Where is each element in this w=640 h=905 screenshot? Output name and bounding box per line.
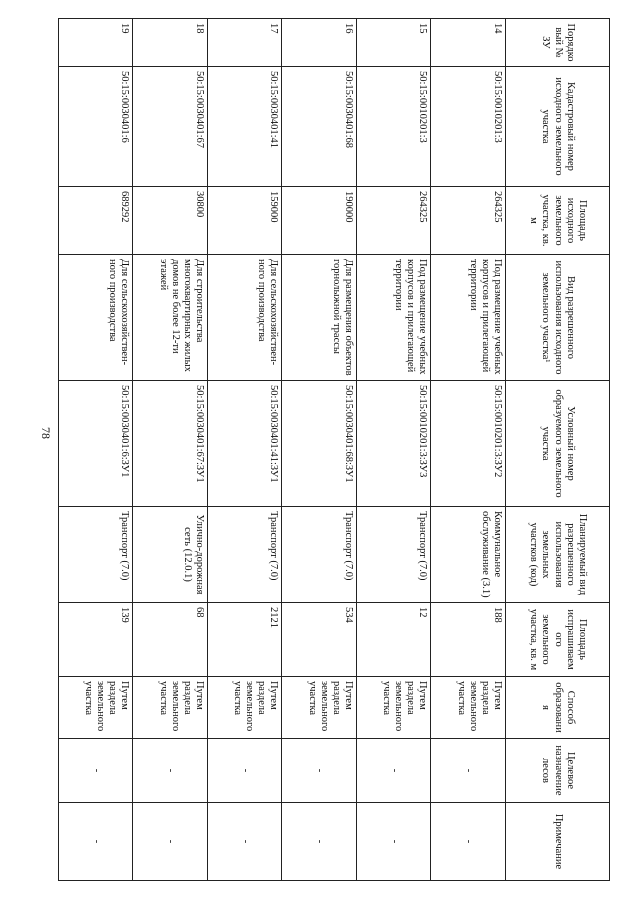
planned-use-cell: Транспорт (7.0) (208, 507, 283, 603)
formation-method-cell: Путем раздела земельного участка (357, 677, 432, 739)
planned-use-cell: Транспорт (7.0) (357, 507, 432, 603)
note-cell: - (357, 803, 432, 881)
note-cell: - (208, 803, 283, 881)
header-cell: Примечание (506, 803, 610, 881)
note-cell: - (59, 803, 134, 881)
source-area-cell: 264325 (431, 187, 506, 255)
cadastral-number-cell: 50:15:0030401:67 (133, 67, 208, 187)
forest-purpose-cell: - (357, 739, 432, 803)
cadastral-number-cell: 50:15:0030401:41 (208, 67, 283, 187)
formation-method-cell: Путем раздела земельного участка (282, 677, 357, 739)
forest-purpose-cell: - (59, 739, 134, 803)
planned-use-cell: Транспорт (7.0) (282, 507, 357, 603)
requested-area-cell: 12 (357, 603, 432, 677)
header-cell: Кадастровый номер исходного земельного участка (506, 67, 610, 187)
forest-purpose-cell: - (431, 739, 506, 803)
requested-area-cell: 139 (59, 603, 134, 677)
requested-area-cell: 68 (133, 603, 208, 677)
row-number-cell: 14 (431, 19, 506, 67)
source-area-cell: 689292 (59, 187, 134, 255)
row-number-cell: 18 (133, 19, 208, 67)
new-plot-number-cell: 50:15:0010201:3:ЗУ2 (431, 381, 506, 507)
header-cell: Площадь исходного земельного участка, кв. м (506, 187, 610, 255)
cadastral-number-cell: 50:15:0030401:68 (282, 67, 357, 187)
permitted-use-cell: Для сельскохозяйствен-ного производства (59, 255, 134, 381)
new-plot-number-cell: 50:15:0030401:68:ЗУ1 (282, 381, 357, 507)
note-cell: - (282, 803, 357, 881)
table-row (208, 19, 283, 881)
new-plot-number-cell: 50:15:0030401:41:ЗУ1 (208, 381, 283, 507)
table-header-row (506, 19, 610, 881)
header-cell: Порядковый № ЗУ (506, 19, 610, 67)
header-cell: Вид разрешенного использования исходного земельного участка¹ (506, 255, 610, 381)
planned-use-cell: Улично-дорожная сеть (12.0.1) (133, 507, 208, 603)
permitted-use-cell: Под размещение учебных корпусов и прилегающей территории (357, 255, 432, 381)
header-cell: Планируемый вид разрешенного использования земельных участков (код) (506, 507, 610, 603)
planned-use-cell: Коммунальное обслуживание (3.1) (431, 507, 506, 603)
table-row (59, 19, 134, 881)
row-number-cell: 16 (282, 19, 357, 67)
new-plot-number-cell: 50:15:0030401:67:ЗУ1 (133, 381, 208, 507)
formation-method-cell: Путем раздела земельного участка (208, 677, 283, 739)
formation-method-cell: Путем раздела земельного участка (133, 677, 208, 739)
formation-method-cell: Путем раздела земельного участка (59, 677, 134, 739)
header-cell: Площадь испрашиваемого земельного участка, кв. м (506, 603, 610, 677)
permitted-use-cell: Под размещение учебных корпусов и прилегающей территории (431, 255, 506, 381)
permitted-use-cell: Для размещения объектов горнолыжной трассы (282, 255, 357, 381)
page-number: 78 (39, 427, 53, 439)
header-cell: Способ образования (506, 677, 610, 739)
note-cell: - (431, 803, 506, 881)
note-cell: - (133, 803, 208, 881)
requested-area-cell: 2121 (208, 603, 283, 677)
table-row (133, 19, 208, 881)
source-area-cell: 190000 (282, 187, 357, 255)
permitted-use-cell: Для строительства многоквартирных жилых домов не более 12-ти этажей (133, 255, 208, 381)
source-area-cell: 264325 (357, 187, 432, 255)
row-number-cell: 17 (208, 19, 283, 67)
table-row (282, 19, 357, 881)
land-plots-table (58, 18, 610, 881)
source-area-cell: 159000 (208, 187, 283, 255)
new-plot-number-cell: 50:15:0030401:6:ЗУ1 (59, 381, 134, 507)
source-area-cell: 30800 (133, 187, 208, 255)
forest-purpose-cell: - (133, 739, 208, 803)
requested-area-cell: 188 (431, 603, 506, 677)
rotated-table-wrapper (58, 18, 610, 880)
forest-purpose-cell: - (282, 739, 357, 803)
cadastral-number-cell: 50:15:0010201:3 (431, 67, 506, 187)
cadastral-number-cell: 50:15:0030401:6 (59, 67, 134, 187)
header-cell: Целевое назначение лесов (506, 739, 610, 803)
forest-purpose-cell: - (208, 739, 283, 803)
header-cell: Условный номер образуемого земельного участка (506, 381, 610, 507)
cadastral-number-cell: 50:15:0010201:3 (357, 67, 432, 187)
permitted-use-cell: Для сельскохозяйствен-ного производства (208, 255, 283, 381)
requested-area-cell: 534 (282, 603, 357, 677)
table-row (431, 19, 506, 881)
planned-use-cell: Транспорт (7.0) (59, 507, 134, 603)
row-number-cell: 19 (59, 19, 134, 67)
table-row (357, 19, 432, 881)
new-plot-number-cell: 50:15:0010201:3:ЗУ3 (357, 381, 432, 507)
row-number-cell: 15 (357, 19, 432, 67)
formation-method-cell: Путем раздела земельного участка (431, 677, 506, 739)
